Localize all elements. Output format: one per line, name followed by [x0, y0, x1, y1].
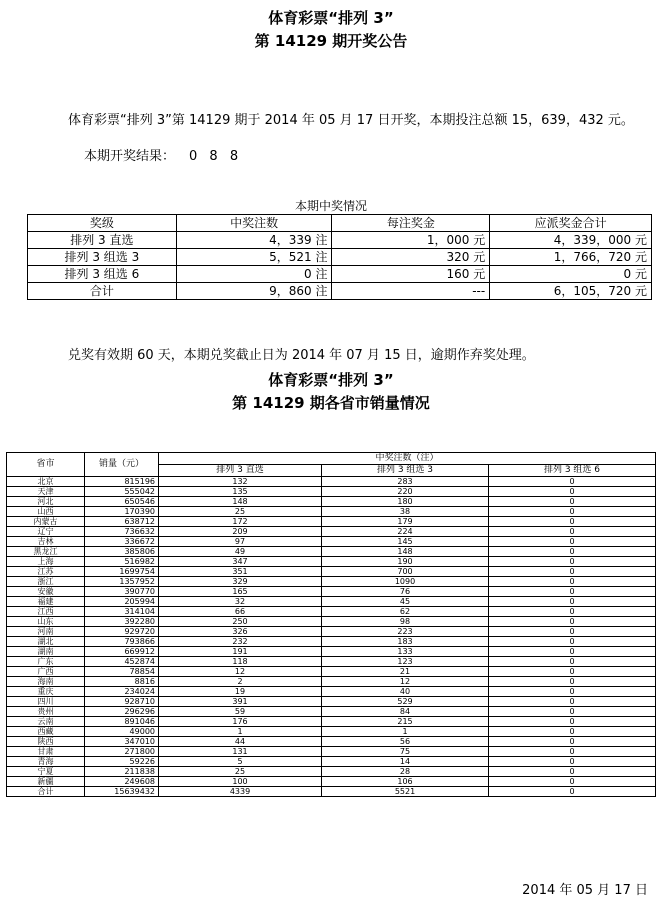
group6-count-cell: 0	[489, 497, 656, 507]
direct-count-cell: 118	[159, 657, 322, 667]
group3-count-cell: 700	[322, 567, 489, 577]
group3-count-cell: 56	[322, 737, 489, 747]
total-payout: 0 元	[490, 266, 652, 283]
prize-table	[27, 214, 652, 300]
direct-count-cell: 135	[159, 487, 322, 497]
sales-subtitle: 第 14129 期各省市销量情况	[232, 394, 430, 412]
group3-count-cell: 106	[322, 777, 489, 787]
table-row	[7, 557, 656, 567]
group6-count-cell: 0	[489, 707, 656, 717]
header-winning-group: 中奖注数（注）	[159, 453, 656, 465]
group3-count-cell: 38	[322, 507, 489, 517]
header-winning-count: 中奖注数	[176, 215, 332, 232]
direct-count-cell: 209	[159, 527, 322, 537]
group6-count-cell: 0	[489, 587, 656, 597]
province-cell: 上海	[7, 557, 85, 567]
header-total-payout: 应派奖金合计	[490, 215, 652, 232]
direct-count-cell: 2	[159, 677, 322, 687]
group6-count-cell: 0	[489, 477, 656, 487]
table-row	[28, 232, 652, 249]
direct-count-cell: 250	[159, 617, 322, 627]
group3-count-cell: 183	[322, 637, 489, 647]
table-row	[7, 527, 656, 537]
direct-count-cell: 172	[159, 517, 322, 527]
direct-count-cell: 391	[159, 697, 322, 707]
table-row	[7, 477, 656, 487]
total-payout: 6，105，720 元	[490, 283, 652, 300]
sales-cell: 271800	[85, 747, 159, 757]
header-group6: 排列 3 组选 6	[489, 465, 656, 477]
sales-cell: 891046	[85, 717, 159, 727]
prize-table-header	[28, 215, 652, 232]
table-row	[7, 667, 656, 677]
sales-cell: 211838	[85, 767, 159, 777]
group3-count-cell: 12	[322, 677, 489, 687]
sales-cell: 15639432	[85, 787, 159, 797]
group3-count-cell: 21	[322, 667, 489, 677]
group3-count-cell: 145	[322, 537, 489, 547]
header-direct: 排列 3 直选	[159, 465, 322, 477]
sales-cell: 8816	[85, 677, 159, 687]
sales-cell: 516982	[85, 557, 159, 567]
prize-level: 排列 3 组选 6	[28, 266, 177, 283]
province-cell: 安徽	[7, 587, 85, 597]
sales-title: 体育彩票“排列 3”	[268, 371, 394, 389]
sales-cell: 650546	[85, 497, 159, 507]
direct-count-cell: 97	[159, 537, 322, 547]
group6-count-cell: 0	[489, 667, 656, 677]
group6-count-cell: 0	[489, 657, 656, 667]
sales-cell: 249608	[85, 777, 159, 787]
province-cell: 内蒙古	[7, 517, 85, 527]
direct-count-cell: 100	[159, 777, 322, 787]
direct-count-cell: 176	[159, 717, 322, 727]
prize-per-bet: 1，000 元	[332, 232, 490, 249]
table-row	[7, 737, 656, 747]
sales-cell: 296296	[85, 707, 159, 717]
group3-count-cell: 190	[322, 557, 489, 567]
validity-note: 兑奖有效期 60 天，本期兑奖截止日为 2014 年 07 月 15 日，逾期作弃奖处理。	[68, 348, 535, 363]
direct-count-cell: 148	[159, 497, 322, 507]
group6-count-cell: 0	[489, 527, 656, 537]
direct-count-cell: 12	[159, 667, 322, 677]
group6-count-cell: 0	[489, 607, 656, 617]
sales-cell: 385806	[85, 547, 159, 557]
direct-count-cell: 131	[159, 747, 322, 757]
group6-count-cell: 0	[489, 577, 656, 587]
group6-count-cell: 0	[489, 507, 656, 517]
province-cell: 福建	[7, 597, 85, 607]
group6-count-cell: 0	[489, 487, 656, 497]
header-prize-per-bet: 每注奖金	[332, 215, 490, 232]
group6-count-cell: 0	[489, 727, 656, 737]
group3-count-cell: 224	[322, 527, 489, 537]
page-subtitle: 第 14129 期开奖公告	[254, 32, 408, 50]
direct-count-cell: 4339	[159, 787, 322, 797]
table-row	[7, 587, 656, 597]
group3-count-cell: 283	[322, 477, 489, 487]
prize-level: 合计	[28, 283, 177, 300]
direct-count-cell: 347	[159, 557, 322, 567]
province-cell: 山东	[7, 617, 85, 627]
table-row	[7, 687, 656, 697]
table-row	[7, 597, 656, 607]
table-row	[7, 657, 656, 667]
province-cell: 湖北	[7, 637, 85, 647]
table-row	[7, 727, 656, 737]
direct-count-cell: 191	[159, 647, 322, 657]
province-cell: 广西	[7, 667, 85, 677]
prize-level: 排列 3 直选	[28, 232, 177, 249]
direct-count-cell: 165	[159, 587, 322, 597]
province-cell: 新疆	[7, 777, 85, 787]
draw-result-numbers: 0 8 8	[189, 149, 243, 164]
table-row	[7, 767, 656, 777]
group3-count-cell: 148	[322, 547, 489, 557]
direct-count-cell: 25	[159, 767, 322, 777]
group3-count-cell: 76	[322, 587, 489, 597]
province-cell: 宁夏	[7, 767, 85, 777]
group3-count-cell: 123	[322, 657, 489, 667]
province-cell: 重庆	[7, 687, 85, 697]
table-row	[7, 757, 656, 767]
sales-cell: 205994	[85, 597, 159, 607]
header-group3: 排列 3 组选 3	[322, 465, 489, 477]
table-row	[7, 547, 656, 557]
sales-cell: 929720	[85, 627, 159, 637]
winning-count: 4，339 注	[176, 232, 332, 249]
group3-count-cell: 40	[322, 687, 489, 697]
group6-count-cell: 0	[489, 697, 656, 707]
province-cell: 北京	[7, 477, 85, 487]
direct-count-cell: 25	[159, 507, 322, 517]
group3-count-cell: 45	[322, 597, 489, 607]
group3-count-cell: 28	[322, 767, 489, 777]
province-cell: 浙江	[7, 577, 85, 587]
direct-count-cell: 44	[159, 737, 322, 747]
sales-cell: 452874	[85, 657, 159, 667]
sales-cell: 347010	[85, 737, 159, 747]
province-cell: 海南	[7, 677, 85, 687]
header-prize-level: 奖级	[28, 215, 177, 232]
group6-count-cell: 0	[489, 617, 656, 627]
group6-count-cell: 0	[489, 537, 656, 547]
province-cell: 江西	[7, 607, 85, 617]
sales-cell: 314104	[85, 607, 159, 617]
table-row	[7, 497, 656, 507]
direct-count-cell: 32	[159, 597, 322, 607]
province-cell: 黑龙江	[7, 547, 85, 557]
group3-count-cell: 180	[322, 497, 489, 507]
table-row	[7, 677, 656, 687]
direct-count-cell: 232	[159, 637, 322, 647]
province-cell: 甘肃	[7, 747, 85, 757]
sales-cell: 638712	[85, 517, 159, 527]
sales-cell: 793866	[85, 637, 159, 647]
table-row	[28, 249, 652, 266]
sales-cell: 170390	[85, 507, 159, 517]
table-row	[28, 266, 652, 283]
announcement-text: 体育彩票“排列 3”第 14129 期于 2014 年 05 月 17 日开奖，本期投注总额 15，639，432 元。	[68, 113, 634, 128]
table-row	[7, 577, 656, 587]
table-row	[7, 697, 656, 707]
table-row	[7, 617, 656, 627]
prize-per-bet: 160 元	[332, 266, 490, 283]
table-row	[7, 567, 656, 577]
group3-count-cell: 84	[322, 707, 489, 717]
direct-count-cell: 1	[159, 727, 322, 737]
province-cell: 贵州	[7, 707, 85, 717]
table-row	[7, 747, 656, 757]
direct-count-cell: 326	[159, 627, 322, 637]
sales-cell: 736632	[85, 527, 159, 537]
table-row	[7, 777, 656, 787]
group3-count-cell: 133	[322, 647, 489, 657]
direct-count-cell: 329	[159, 577, 322, 587]
group6-count-cell: 0	[489, 717, 656, 727]
group6-count-cell: 0	[489, 567, 656, 577]
table-row-total	[28, 283, 652, 300]
table-row-total	[7, 787, 656, 797]
province-cell: 四川	[7, 697, 85, 707]
draw-result-label: 本期开奖结果：	[84, 149, 176, 164]
sales-table	[6, 452, 656, 797]
group3-count-cell: 75	[322, 747, 489, 757]
winning-count: 9，860 注	[176, 283, 332, 300]
sales-cell: 669912	[85, 647, 159, 657]
table-row	[7, 517, 656, 527]
group3-count-cell: 14	[322, 757, 489, 767]
sales-cell: 1699754	[85, 567, 159, 577]
sales-cell: 336672	[85, 537, 159, 547]
table-row	[7, 707, 656, 717]
sales-cell: 59226	[85, 757, 159, 767]
group3-count-cell: 179	[322, 517, 489, 527]
direct-count-cell: 351	[159, 567, 322, 577]
sales-cell: 392280	[85, 617, 159, 627]
province-cell: 吉林	[7, 537, 85, 547]
group6-count-cell: 0	[489, 597, 656, 607]
prize-level: 排列 3 组选 3	[28, 249, 177, 266]
group6-count-cell: 0	[489, 757, 656, 767]
prize-table-caption: 本期中奖情况	[294, 199, 367, 213]
group6-count-cell: 0	[489, 627, 656, 637]
group6-count-cell: 0	[489, 777, 656, 787]
winning-count: 5，521 注	[176, 249, 332, 266]
province-cell: 陕西	[7, 737, 85, 747]
group6-count-cell: 0	[489, 787, 656, 797]
direct-count-cell: 66	[159, 607, 322, 617]
province-cell: 青海	[7, 757, 85, 767]
sales-table-header	[7, 453, 656, 465]
province-cell: 山西	[7, 507, 85, 517]
province-cell: 湖南	[7, 647, 85, 657]
sales-cell: 390770	[85, 587, 159, 597]
direct-count-cell: 5	[159, 757, 322, 767]
sales-cell: 49000	[85, 727, 159, 737]
group6-count-cell: 0	[489, 547, 656, 557]
prize-per-bet: ---	[332, 283, 490, 300]
group3-count-cell: 529	[322, 697, 489, 707]
group3-count-cell: 1090	[322, 577, 489, 587]
group6-count-cell: 0	[489, 637, 656, 647]
group3-count-cell: 215	[322, 717, 489, 727]
winning-count: 0 注	[176, 266, 332, 283]
group3-count-cell: 223	[322, 627, 489, 637]
group6-count-cell: 0	[489, 747, 656, 757]
group6-count-cell: 0	[489, 767, 656, 777]
sales-cell: 78854	[85, 667, 159, 677]
group3-count-cell: 98	[322, 617, 489, 627]
prize-per-bet: 320 元	[332, 249, 490, 266]
group6-count-cell: 0	[489, 647, 656, 657]
table-row	[7, 627, 656, 637]
province-cell: 河南	[7, 627, 85, 637]
group6-count-cell: 0	[489, 677, 656, 687]
table-row	[7, 647, 656, 657]
province-cell: 天津	[7, 487, 85, 497]
group3-count-cell: 220	[322, 487, 489, 497]
province-cell: 河北	[7, 497, 85, 507]
sales-cell: 234024	[85, 687, 159, 697]
group6-count-cell: 0	[489, 737, 656, 747]
province-cell: 云南	[7, 717, 85, 727]
draw-result	[84, 145, 242, 164]
province-cell: 合计	[7, 787, 85, 797]
total-payout: 4，339，000 元	[490, 232, 652, 249]
sales-cell: 928710	[85, 697, 159, 707]
direct-count-cell: 132	[159, 477, 322, 487]
province-cell: 辽宁	[7, 527, 85, 537]
table-row	[7, 637, 656, 647]
table-row	[7, 537, 656, 547]
group6-count-cell: 0	[489, 517, 656, 527]
sales-cell: 815196	[85, 477, 159, 487]
province-cell: 广东	[7, 657, 85, 667]
province-cell: 江苏	[7, 567, 85, 577]
table-row	[7, 507, 656, 517]
direct-count-cell: 19	[159, 687, 322, 697]
group6-count-cell: 0	[489, 557, 656, 567]
sales-cell: 1357952	[85, 577, 159, 587]
group6-count-cell: 0	[489, 687, 656, 697]
group3-count-cell: 62	[322, 607, 489, 617]
table-row	[7, 717, 656, 727]
footer-date: 2014 年 05 月 17 日	[522, 883, 648, 898]
group3-count-cell: 1	[322, 727, 489, 737]
sales-table-body	[7, 477, 656, 797]
table-row	[7, 607, 656, 617]
direct-count-cell: 49	[159, 547, 322, 557]
sales-cell: 555042	[85, 487, 159, 497]
province-cell: 西藏	[7, 727, 85, 737]
header-province: 省市	[7, 453, 85, 477]
header-sales: 销量（元）	[85, 453, 159, 477]
group3-count-cell: 5521	[322, 787, 489, 797]
direct-count-cell: 59	[159, 707, 322, 717]
table-row	[7, 487, 656, 497]
page-title: 体育彩票“排列 3”	[268, 9, 394, 27]
total-payout: 1，766，720 元	[490, 249, 652, 266]
